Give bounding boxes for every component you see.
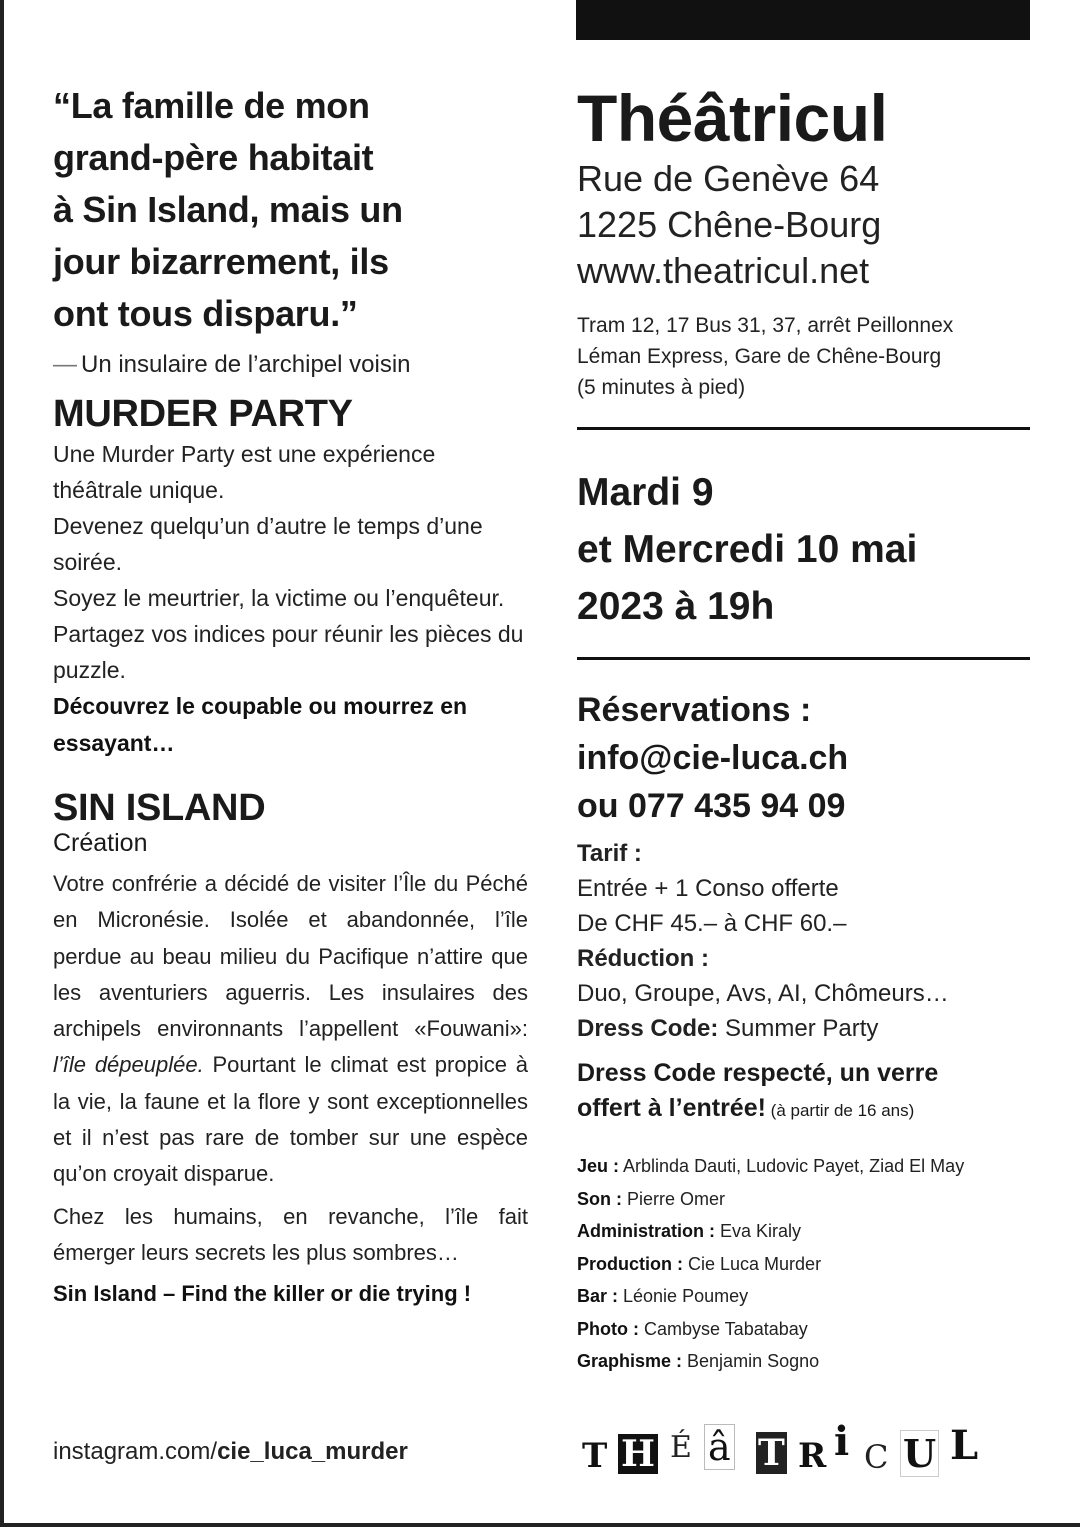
date-line: 2023 à 19h	[577, 585, 775, 628]
transport-info	[577, 310, 1032, 403]
tarif-label: Tarif :	[577, 840, 642, 867]
right-column	[577, 80, 1032, 1378]
quote-attribution	[53, 350, 528, 380]
instagram-prefix: instagram.com/	[53, 1438, 218, 1465]
transport-line: (5 minutes à pied)	[577, 376, 746, 399]
quote	[53, 80, 528, 340]
credit-value: Léonie Poumey	[618, 1286, 749, 1306]
murder-paragraph: Une Murder Party est une expérience théâtrale unique.	[53, 441, 436, 503]
credit-label: Production :	[577, 1253, 683, 1274]
murder-paragraph: Partagez vos indices pour réunir les pièces du puzzle.	[53, 621, 524, 683]
theatricul-logo	[578, 1418, 1018, 1484]
logo-letter: T	[758, 1432, 785, 1474]
dress-code-value: Summer Party	[718, 1015, 879, 1042]
credit-value: Arblinda Dauti, Ludovic Payet, Ziad El May	[619, 1156, 965, 1176]
tarif-line: De CHF 45.– à CHF 60.–	[577, 910, 847, 937]
event-dates	[577, 464, 1032, 635]
logo-letter: H	[618, 1434, 658, 1474]
attribution-text: Un insulaire de l’archipel voisin	[81, 351, 411, 378]
credit-row	[577, 1280, 1032, 1313]
credits	[577, 1150, 1032, 1378]
murder-paragraph: Soyez le meurtrier, la victime ou l’enquêteur.	[53, 585, 505, 611]
logo-letter: T	[582, 1436, 608, 1476]
sin-island-title: SIN ISLAND	[53, 787, 266, 829]
reservations-phone[interactable]: ou 077 435 94 09	[577, 787, 846, 825]
credit-row	[577, 1313, 1032, 1346]
sin-island-subtitle: Création	[53, 829, 148, 857]
instagram-link[interactable]	[53, 1438, 408, 1466]
murder-paragraph: Devenez quelqu’un d’autre le temps d’une soirée.	[53, 513, 483, 575]
page-border-left	[0, 0, 4, 1527]
credit-row	[577, 1183, 1032, 1216]
left-column	[53, 80, 528, 1312]
reduction-label: Réduction :	[577, 945, 709, 972]
dress-note-line: Dress Code respecté, un verre	[577, 1059, 939, 1087]
date-line: Mardi 9	[577, 471, 714, 514]
sin-text-start: Votre confrérie a décidé de visiter l’Île du Péché en Micronésie. Isolée et abandonnée, l’île perdue au beau milieu du Pacifique n’attire que les aventuriers aguerris. Les insulaires des archipels environnants l’appellent «Fouwani»:	[53, 871, 528, 1042]
logo-letter: É	[670, 1430, 692, 1465]
logo-letter: L	[950, 1422, 979, 1469]
tarif-line: Entrée + 1 Conso offerte	[577, 875, 839, 902]
reduction-value: Duo, Groupe, Avs, AI, Chômeurs…	[577, 980, 949, 1007]
dress-code	[577, 1011, 1032, 1046]
transport-line: Léman Express, Gare de Chêne-Bourg	[577, 345, 942, 368]
logo-letter: â	[704, 1424, 735, 1470]
credit-value: Benjamin Sogno	[682, 1351, 820, 1371]
murder-tagline: Découvrez le coupable ou mourrez en essayant…	[53, 693, 468, 756]
quote-line: à Sin Island, mais un	[53, 189, 403, 230]
date-line: et Mercredi 10 mai	[577, 528, 918, 571]
pricing	[577, 836, 1032, 1046]
credit-row	[577, 1150, 1032, 1183]
sin-island-paragraph-2: Chez les humains, en revanche, l’île fait émerger leurs secrets les plus sombres…	[53, 1203, 528, 1265]
credit-label: Photo :	[577, 1318, 639, 1339]
dress-code-label: Dress Code:	[577, 1015, 719, 1042]
logo-letter: i	[834, 1418, 850, 1465]
sin-text-italic: l’île dépeuplée.	[53, 1052, 204, 1078]
logo-letter: R	[798, 1436, 827, 1476]
address-line-2: 1225 Chêne-Bourg	[577, 204, 882, 245]
quote-line: ont tous disparu.”	[53, 293, 358, 334]
sin-text-end: Pourtant le climat est propice à la vie, la faune et la flore y sont exceptionnelles et il n’est pas rare de tomber sur une espèce qu’on croyait disparue.	[53, 1052, 528, 1187]
website-link[interactable]: www.theatricul.net	[577, 250, 870, 291]
page-border-bottom	[0, 1523, 1080, 1527]
sin-island-tagline: Sin Island – Find the killer or die trying !	[53, 1281, 472, 1307]
quote-line: jour bizarrement, ils	[53, 241, 389, 282]
dress-note-age: (à partir de 16 ans)	[765, 1101, 915, 1120]
dress-code-note	[577, 1056, 1032, 1128]
credit-label: Administration :	[577, 1221, 715, 1241]
credit-label: Graphisme :	[577, 1351, 683, 1371]
attribution-dash: —	[53, 351, 77, 378]
credit-label: Jeu :	[577, 1156, 620, 1176]
reservations-label: Réservations :	[577, 691, 812, 729]
credit-row	[577, 1215, 1032, 1248]
logo-letter: C	[864, 1438, 889, 1476]
murder-party-title: MURDER PARTY	[53, 393, 353, 435]
credit-row	[577, 1248, 1032, 1281]
credit-row	[577, 1345, 1032, 1378]
instagram-handle: cie_luca_murder	[217, 1438, 408, 1465]
address-line-1: Rue de Genève 64	[577, 158, 880, 199]
credit-value: Eva Kiraly	[715, 1221, 802, 1241]
top-black-bar	[576, 0, 1030, 40]
quote-line: grand-père habitait	[53, 137, 374, 178]
dress-note-line	[577, 1091, 1032, 1128]
logo-letter: U	[900, 1430, 939, 1477]
reservations	[577, 686, 1032, 830]
reservations-email[interactable]: info@cie-luca.ch	[577, 739, 849, 777]
credit-label: Bar :	[577, 1286, 619, 1306]
credit-value: Cie Luca Murder	[683, 1253, 822, 1274]
dress-note-line-2: offert à l’entrée!	[577, 1094, 766, 1122]
credit-value: Cambyse Tabatabay	[638, 1318, 808, 1339]
divider-rule	[577, 427, 1030, 430]
sin-island-paragraph	[53, 866, 528, 1193]
quote-line: “La famille de mon	[53, 85, 370, 126]
divider-rule	[577, 657, 1030, 660]
theatre-name: Théâtricul	[577, 81, 888, 155]
credit-label: Son :	[577, 1188, 622, 1209]
transport-line: Tram 12, 17 Bus 31, 37, arrêt Peillonnex	[577, 314, 954, 337]
credit-value: Pierre Omer	[622, 1188, 726, 1209]
